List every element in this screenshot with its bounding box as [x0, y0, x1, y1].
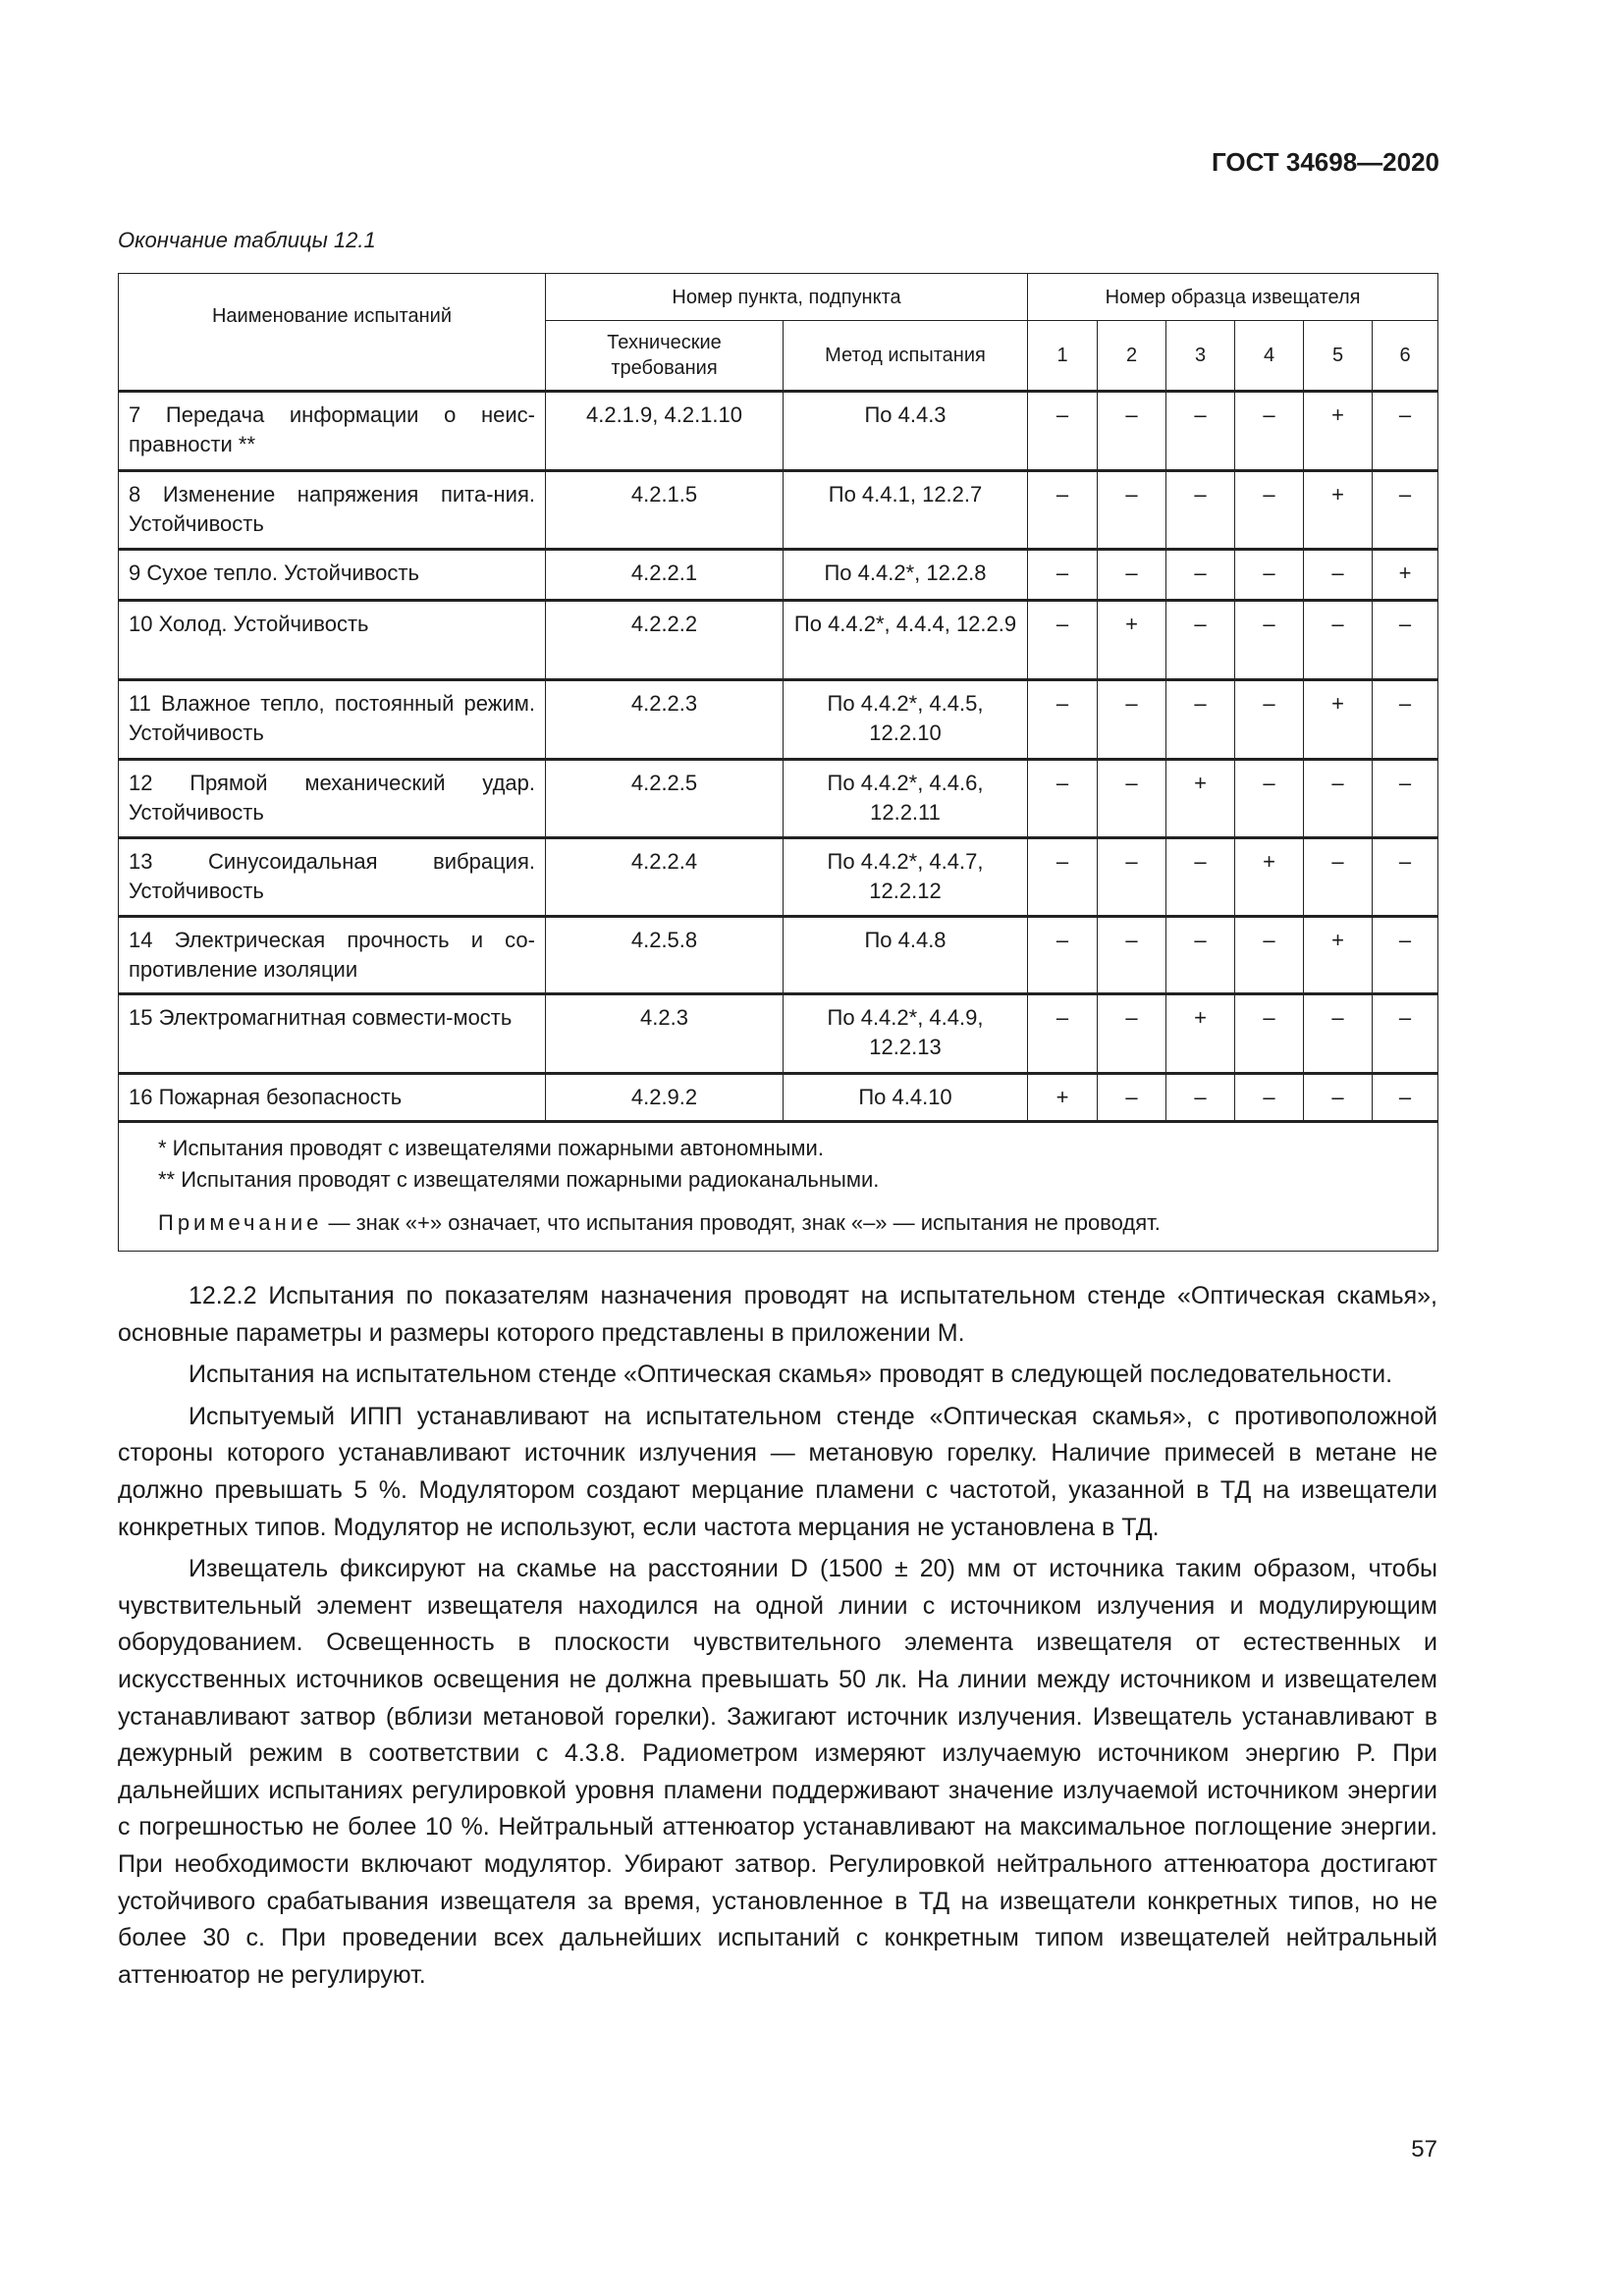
sample-mark: – — [1304, 760, 1373, 838]
sample-mark: – — [1373, 680, 1438, 760]
tech-requirement: 4.2.2.4 — [546, 838, 784, 917]
paragraph: Испытуемый ИПП устанавливают на испытательном стенде «Оптическая скамья», с противоположной стороны которого устанавливают источник излучения — метановую горелку. Наличие примесей в метане не должно превышать 5 %. Модулятором создают мерцание пламени с частотой, указанной в ТД на извещатели конкретных типов. Модулятор не используют, если частота мерцания не установлена в ТД. — [118, 1402, 1437, 1541]
paragraph: Извещатель фиксируют на скамье на расстоянии D (1500 ± 20) мм от источника таким образом, чтобы чувствительный элемент извещателя находился на одной линии с источником излучения и модулирующим оборудованием. Освещенность в плоскости чувствительного элемента извещателя от естественных и искусственных источников освещения не должна превышать 50 лк. На линии между источником и извещателем устанавливают затвор (вблизи метановой горелки). Зажигают источник излучения. Извещатель устанавливают в дежурный режим в соответствии с 4.3.8. Радиометром измеряют излучаемую источником энергию P. При дальнейших испытаниях регулировкой уровня пламени поддерживают значение излучаемой источником энергии с погрешностью не более 10 %. Нейтральный аттенюатор устанавливают на максимальное поглощение энергии. При необходимости включают модулятор. Убирают затвор. Регулировкой нейтрального аттенюатора достигают устойчивого срабатывания извещателя за время, установленное в ТД на извещатели конкретных типов, но не более 30 с. При проведении всех дальнейших испытаний с конкретным типом извещателей нейтральный аттенюатор не регулируют. — [118, 1555, 1437, 1989]
sample-mark: – — [1098, 1074, 1166, 1122]
sample-mark: – — [1028, 680, 1098, 760]
header-tech: Технические требования — [546, 321, 784, 392]
sample-mark: – — [1166, 392, 1235, 471]
test-name: 9 Сухое тепло. Устойчивость — [119, 550, 546, 601]
paragraph: Испытания на испытательном стенде «Оптическая скамья» проводят в следующей последовательности. — [189, 1361, 1393, 1389]
sample-mark: – — [1373, 917, 1438, 994]
sample-mark: – — [1098, 760, 1166, 838]
sample-mark: + — [1373, 550, 1438, 601]
sample-mark: – — [1166, 838, 1235, 917]
test-method: По 4.4.1, 12.2.7 — [784, 471, 1028, 550]
test-method: По 4.4.2*, 4.4.9, 12.2.13 — [784, 994, 1028, 1074]
footnote: * Испытания проводят с извещателями пожарными автономными. — [158, 1136, 824, 1160]
sample-mark: + — [1028, 1074, 1098, 1122]
sample-mark: + — [1304, 917, 1373, 994]
table-row — [119, 392, 1438, 471]
table-row — [119, 994, 1438, 1074]
sample-mark: – — [1098, 917, 1166, 994]
table-notes — [119, 1122, 1438, 1252]
sample-mark: – — [1028, 760, 1098, 838]
test-method: По 4.4.2*, 4.4.5, 12.2.10 — [784, 680, 1028, 760]
page-number: 57 — [1411, 2136, 1437, 2163]
tech-requirement: 4.2.2.2 — [546, 601, 784, 680]
header-sample-3: 3 — [1166, 321, 1235, 392]
sample-mark: + — [1098, 601, 1166, 680]
sample-mark: – — [1235, 994, 1304, 1074]
tech-requirement: 4.2.2.3 — [546, 680, 784, 760]
table-row — [119, 838, 1438, 917]
sample-mark: – — [1235, 1074, 1304, 1122]
header-sample-6: 6 — [1373, 321, 1438, 392]
sample-mark: – — [1166, 917, 1235, 994]
header-sample-1: 1 — [1028, 321, 1098, 392]
sample-mark: – — [1235, 392, 1304, 471]
test-method: По 4.4.2*, 4.4.4, 12.2.9 — [784, 601, 1028, 680]
tech-requirement: 4.2.1.5 — [546, 471, 784, 550]
tech-requirement: 4.2.1.9, 4.2.1.10 — [546, 392, 784, 471]
sample-mark: + — [1166, 760, 1235, 838]
sample-mark: – — [1373, 392, 1438, 471]
sample-mark: + — [1304, 471, 1373, 550]
test-method: По 4.4.2*, 4.4.7, 12.2.12 — [784, 838, 1028, 917]
test-name: 11 Влажное тепло, постоянный режим. Устойчивость — [119, 680, 546, 760]
sample-mark: – — [1304, 994, 1373, 1074]
sample-mark: – — [1235, 760, 1304, 838]
tech-requirement: 4.2.3 — [546, 994, 784, 1074]
test-method: По 4.4.10 — [784, 1074, 1028, 1122]
sample-mark: – — [1235, 550, 1304, 601]
test-name: 8 Изменение напряжения пита-ния. Устойчивость — [119, 471, 546, 550]
sample-mark: – — [1028, 471, 1098, 550]
test-method: По 4.4.3 — [784, 392, 1028, 471]
test-name: 12 Прямой механический удар. Устойчивость — [119, 760, 546, 838]
note-text: — знак «+» означает, что испытания проводят, знак «–» — испытания не проводят. — [322, 1210, 1161, 1235]
test-name: 10 Холод. Устойчивость — [119, 601, 546, 680]
test-method: По 4.4.2*, 12.2.8 — [784, 550, 1028, 601]
tests-table — [118, 273, 1438, 1252]
test-method: По 4.4.8 — [784, 917, 1028, 994]
header-sample-group: Номер образца извещателя — [1028, 274, 1438, 321]
test-name: 15 Электромагнитная совмести-мость — [119, 994, 546, 1074]
header-method: Метод испытания — [784, 321, 1028, 392]
sample-mark: + — [1235, 838, 1304, 917]
table-row — [119, 550, 1438, 601]
table-row — [119, 1074, 1438, 1122]
sample-mark: + — [1166, 994, 1235, 1074]
sample-mark: – — [1373, 760, 1438, 838]
note — [158, 1207, 1398, 1239]
sample-mark: – — [1028, 392, 1098, 471]
sample-mark: – — [1373, 471, 1438, 550]
tech-requirement: 4.2.5.8 — [546, 917, 784, 994]
sample-mark: – — [1098, 550, 1166, 601]
paragraph: 12.2.2 Испытания по показателям назначения проводят на испытательном стенде «Оптическая скамья», основные параметры и размеры которого представлены в приложении М. — [118, 1282, 1437, 1347]
sample-mark: – — [1304, 601, 1373, 680]
tech-requirement: 4.2.2.5 — [546, 760, 784, 838]
sample-mark: – — [1028, 994, 1098, 1074]
test-method: По 4.4.2*, 4.4.6, 12.2.11 — [784, 760, 1028, 838]
sample-mark: – — [1098, 471, 1166, 550]
sample-mark: – — [1028, 917, 1098, 994]
sample-mark: – — [1235, 680, 1304, 760]
sample-mark: – — [1373, 601, 1438, 680]
header-sample-5: 5 — [1304, 321, 1373, 392]
table-row — [119, 917, 1438, 994]
table-row — [119, 680, 1438, 760]
table-row — [119, 471, 1438, 550]
sample-mark: – — [1235, 917, 1304, 994]
sample-mark: – — [1166, 550, 1235, 601]
sample-mark: – — [1166, 601, 1235, 680]
sample-mark: – — [1098, 838, 1166, 917]
body-text — [118, 1278, 1437, 1994]
sample-mark: – — [1166, 1074, 1235, 1122]
sample-mark: – — [1098, 994, 1166, 1074]
sample-mark: – — [1373, 1074, 1438, 1122]
footnote: ** Испытания проводят с извещателями пожарными радиоканальными. — [158, 1167, 880, 1192]
header-sample-4: 4 — [1235, 321, 1304, 392]
sample-mark: – — [1028, 601, 1098, 680]
sample-mark: – — [1304, 1074, 1373, 1122]
test-name: 13 Синусоидальная вибрация. Устойчивость — [119, 838, 546, 917]
sample-mark: – — [1098, 392, 1166, 471]
sample-mark: – — [1028, 838, 1098, 917]
sample-mark: – — [1166, 680, 1235, 760]
header-name: Наименование испытаний — [119, 274, 546, 392]
sample-mark: – — [1098, 680, 1166, 760]
sample-mark: – — [1304, 550, 1373, 601]
table-row — [119, 601, 1438, 680]
document-id: ГОСТ 34698—2020 — [1212, 147, 1439, 177]
table-row — [119, 760, 1438, 838]
sample-mark: – — [1028, 550, 1098, 601]
sample-mark: – — [1373, 994, 1438, 1074]
header-sample-2: 2 — [1098, 321, 1166, 392]
note-label: Примечание — [158, 1210, 323, 1235]
sample-mark: – — [1304, 838, 1373, 917]
sample-mark: – — [1235, 471, 1304, 550]
tech-requirement: 4.2.9.2 — [546, 1074, 784, 1122]
table-caption: Окончание таблицы 12.1 — [118, 228, 376, 252]
sample-mark: + — [1304, 680, 1373, 760]
tech-requirement: 4.2.2.1 — [546, 550, 784, 601]
header-clause-group: Номер пункта, подпункта — [546, 274, 1028, 321]
sample-mark: + — [1304, 392, 1373, 471]
sample-mark: – — [1373, 838, 1438, 917]
test-name: 14 Электрическая прочность и со-противление изоляции — [119, 917, 546, 994]
sample-mark: – — [1235, 601, 1304, 680]
sample-mark: – — [1166, 471, 1235, 550]
test-name: 16 Пожарная безопасность — [119, 1074, 546, 1122]
test-name: 7 Передача информации о неис-правности ** — [119, 392, 546, 471]
